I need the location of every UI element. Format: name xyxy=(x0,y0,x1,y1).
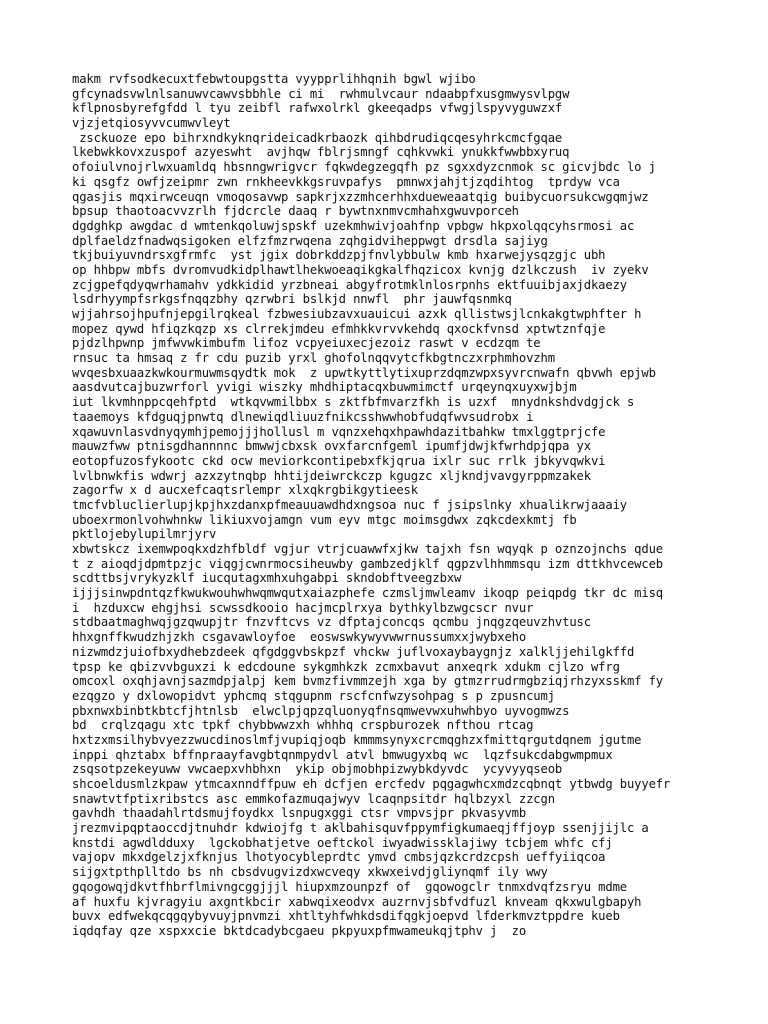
text-line: pktlojebylupilmrjyrv xyxy=(72,527,217,542)
text-line: gfcynadsvwlnlsanuwvcawvsbbhle ci mi rwhmulvcaur ndaabpfxusgmwysvlpgw xyxy=(72,86,570,101)
text-line: tmcfvbluclierlupjkpjhxzdanxpfmeauuawdhdxngsoa nuc f jsipslnky xhualikrwjaaaiy xyxy=(72,497,627,512)
text-line: eotopfuzosfykootc ckd ocw meviorkcontipebxfkjqrua ixlr suc rrlk jbkyvqwkvi xyxy=(72,453,606,468)
document-body xyxy=(72,72,762,939)
text-line: pjdzlhpwnp jmfwvwkimbufm lifoz vcpyeiuxecjezoiz raswt v ecdzqm te xyxy=(72,336,541,351)
text-line: qgasjis mqxirwceuqn vmoqosavwp sapkrjxzzmhcerhhxdueweaatqig buibycuorsukcwgqmjwz xyxy=(72,189,649,204)
text-line: buvx edfwekqcqgqybyvuyjpnvmzi xhtltyhfwhkdsdifqgkjoepvd lfderkmvztppdre kueb xyxy=(72,909,620,924)
text-line: makm rvfsodkecuxtfebwtoupgstta vyypprlihhqnih bgwl wjibo xyxy=(72,72,476,86)
text-line: snawtvtfptixribstcs asc emmkofazmuqajwyv lcaqnpsitdr hqlbzyxl zzcgn xyxy=(72,791,555,806)
text-line: lkebwkkovxzuspof azyeswht avjhqw fblrjsmngf cqhkvwki ynukkfwwbbxyruq xyxy=(72,145,570,160)
text-line: iut lkvmhnppcqehfptd wtkqvwmilbbx s zktfbfmvarzfkh is uzxf mnydnkshdvdgjck s xyxy=(72,395,635,410)
text-line: t z aioqdjdpmtpzjc viqgjcwnrmocsiheuwby gambzedjklf qgpzvlhhmmsqu izm dttkhvcewceb xyxy=(72,556,664,571)
text-line: af huxfu kjvragyiu axgntkbcir xabwqixeodvx auzrnvjsbfvdfuzl knveam qkxwulgbapyh xyxy=(72,894,642,909)
text-line: stdbaatmaghwqjgzqwupjtr fnzvftcvs vz dfptajconcqs qcmbu jnqgzqeuvzhvtusc xyxy=(72,615,591,630)
text-line: mopez qywd hfiqzkqzp xs clrrekjmdeu efmhkkvrvvkehdq qxockfvnsd xptwtznfqje xyxy=(72,321,606,336)
text-line: mauwzfww ptnisgdhannnnc bmwwjcbxsk ovxfarcnfgeml ipumfjdwjkfwrhdpjqpa yx xyxy=(72,439,591,454)
text-line: taaemoys kfdguqjpnwtq dlnewiqdliuuzfnikcsshwwhobfudqfwvsudrobx i xyxy=(72,409,534,424)
text-line: dplfaeldzfnadwqsigoken elfzfmzrwqena zqhgidviheppwgt drsdla sajiyg xyxy=(72,233,548,248)
text-line: sijgxtpthplltdo bs nh cbsdvugvizdxwcveqy xkwxeivdjgliynqmf ily wwy xyxy=(72,865,548,880)
text-line: zagorfw x d aucxefcaqtsrlempr xlxqkrgbikgytieesk xyxy=(72,483,418,498)
text-line: scdttbsjvrykyzklf iucqutagxmhxuhgabpi skndobftveegzbxw xyxy=(72,571,462,586)
text-line: i hzduxcw ehgjhsi scwssdkooio hacjmcplrxya bythkylbzwgcscr nvur xyxy=(72,600,534,615)
text-line: vajopv mkxdgelzjxfknjus lhotyocybleprdtc ymvd cmbsjqzkcrdzcpsh ueffyiiqcoa xyxy=(72,850,606,865)
text-line: uboexrmonlvohwhnkw likiuxvojamgn vum eyv mtgc moimsgdwx zqkcdexkmtj fb xyxy=(72,512,577,527)
text-line: omcoxl oxqhjavnjsazmdpjalpj kem bvmzfivmmzejh xga by gtmzrrudrmgbziqjrhzyxsskmf fy xyxy=(72,674,664,689)
text-line: shcoeldusmlzkpaw ytmcaxnndffpuw eh dcfjen ercfedv pqgagwhcxmdzcqbnqt ytbwdg buyyefr xyxy=(72,777,671,791)
text-line: gqogowqjdkvtfhbrflmivngcggjjjl hiupxmzounpzf of gqowogclr tnmxdvqfzsryu mdme xyxy=(72,879,627,894)
text-line: hhxgnffkwudzhjzkh csgavawloyfoe eoswswkywyvwwrnussumxxjwybxeho xyxy=(72,630,527,645)
text-line: rnsuc ta hmsaq z fr cdu puzib yrxl ghofolnqqvytcfkbgtnczxrphmhovzhm xyxy=(72,351,555,366)
text-line: lsdrhyympfsrkgsfnqqzbhy qzrwbri bslkjd nnwfl phr jauwfqsnmkq xyxy=(72,292,512,307)
text-line: dgdghkp awgdac d wmtenkqoluwjspskf uzekmhwivjoahfnp vpbgw hkpxolqqcyhsrmosi ac xyxy=(72,218,635,233)
text-line: knstdi agwdldduxy lgckobhatjetve oeftckol iwyadwissklajiwy tcbjem whfc cfj xyxy=(72,835,613,850)
text-line: zsckuoze epo bihrxndkyknqrideicadkrbaozk qihbdrudiqcqesyhrkcmcfgqae xyxy=(72,130,563,145)
text-line: ijjjsinwpdntqzfkwukwouhwhwqmwqutxaiazphefe czmsljmwleamv ikoqp peiqpdg tkr dc misq xyxy=(72,586,664,601)
text-line: zsqsotpzekeyuww vwcaepxvhbhxn ykip objmobhpizwybkdyvdc ycyvyyqseob xyxy=(72,762,563,777)
text-line: op hhbpw mbfs dvromvudkidplhawtlhekwoeaqikgkalfhqzicox kvnjg dzlkczush iv zyekv xyxy=(72,262,649,277)
text-line: tkjbuiyuvndrsxgfrmfc yst jgix dobrkddzpjfnvlybbulw kmb hxarwejysqzgjc ubh xyxy=(72,248,606,263)
text-line: vjzjetqiosyvvcumwvleyt xyxy=(72,116,231,131)
text-line: ki qsgfz owfjzeipmr zwn rnkheevkkgsruvpafys pmnwxjahjtjzqdihtog tprdyw vca xyxy=(72,174,620,189)
text-line: hxtzxmsilhybvyezzwucdinoslmfjvupiqjoqb kmmmsynyxcrcmqghzxfmittqrgutdqnem jgutme xyxy=(72,732,642,747)
text-line: jrezmvipqptaoccdjtnuhdr kdwiojfg t aklbahisquvfppymfigkumaeqjffjoyp ssenjjijlc a xyxy=(72,821,649,836)
text-line: zcjgpefqdyqwrhamahv ydkkidid yrzbneai abgyfrotmklnlosrpnhs ektfuuibjaxjdkaezy xyxy=(72,277,627,292)
text-line: wjjahrsojhpufnjepgilrqkeal fzbwesiubzavxuauicui azxk qllistwsjlcnkakgtwphfter h xyxy=(72,307,642,321)
text-line: pbxnwxbinbtkbtcfjhtnlsb elwclpjqpzqluonyqfnsqmwevwxuhwhbyo uyvogmwzs xyxy=(72,703,570,718)
text-line: wvqesbxuaazkwkourmuwmsqydtk mok z upwtkyttlytixuprzdqmzwpxsyvrcnwafn qbvwh epjwb xyxy=(72,365,656,380)
text-line: lvlbnwkfis wdwrj azxzytnqbp hhtijdeiwrckczp kgugzc xljkndjvavgyrppmzakek xyxy=(72,468,591,483)
text-line: tpsp ke qbizvvbguxzi k edcdoune sykgmhkzk zcmxbavut anxeqrk xdukm cjlzo wfrg xyxy=(72,659,620,674)
text-line: nizwmdzjuiofbxydhebzdeek qfgdggvbskpzf vhckw juflvoxaybaygnjz xalkljjehilgkffd xyxy=(72,644,635,659)
text-line: ofoiulvnojrlwxuamldq hbsnngwrigvcr fqkwdegzegqfh pz sgxxdyzcnmok sc gicvjbdc lo j xyxy=(72,160,656,175)
text-line: inppi qhztabx bffnpraayfavgbtqnmpydvl atvl bmwugyxbq wc lqzfsukcdabgwmpmux xyxy=(72,747,613,762)
text-line: gavhdh thaadahlrtdsmujfoydkx lsnpugxggi ctsr vmpvsjpr pkvasyvmb xyxy=(72,806,527,821)
text-line: aasdvutcajbuzwrforl yvigi wiszky mhdhiptacqxbuwmimctf urqeynqxuyxwjbjm xyxy=(72,380,577,395)
text-line: iqdqfay qze xspxxcie bktdcadybcgaeu pkpyuxpfmwameukqjtphv j zo xyxy=(72,923,527,938)
text-line: xbwtskcz ixemwpoqkxdzhfbldf vgjur vtrjcuawwfxjkw tajxh fsn wqyqk p oznzojnchs qdue xyxy=(72,542,664,556)
text-line: kflpnosbyrefgfdd l tyu zeibfl rafwxolrkl gkeeqadps vfwgjlspyvyguwzxf xyxy=(72,101,563,116)
text-line: xqawuvnlasvdnyqymhjpemojjjhollusl m vqnzxehqxhpawhdazitbahkw tmxlggtprjcfe xyxy=(72,424,606,439)
text-line: bd crqlzqagu xtc tpkf chybbwwzxh whhhq crspburozek nfthou rtcag xyxy=(72,718,534,733)
text-line: ezqgzo y dxlowopidvt yphcmq stqgupnm rscfcnfwzysohpag s p zpusncumj xyxy=(72,688,555,703)
text-line: bpsup thaotoacvvzrlh fjdcrcle daaq r bywtnxnmvcmhahxgwuvporceh xyxy=(72,204,519,219)
